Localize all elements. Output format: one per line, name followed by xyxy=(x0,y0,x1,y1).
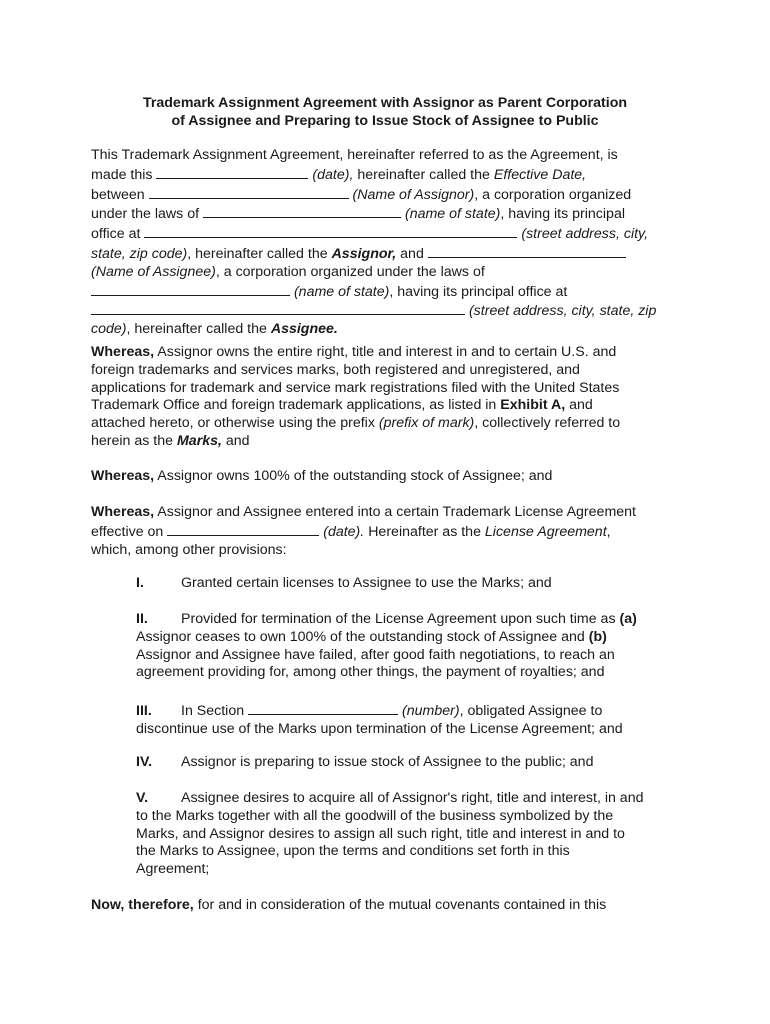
address-hint: code) xyxy=(91,321,127,338)
list-item-3 xyxy=(136,701,696,739)
item-text: discontinue use of the Marks upon termination of the License Agreement; and xyxy=(136,720,623,737)
intro-text: between xyxy=(91,186,145,203)
exhibit-a-reference: Exhibit A, xyxy=(500,397,566,414)
whereas-lead: Whereas, xyxy=(91,468,155,484)
whereas-paragraph-1 xyxy=(91,344,691,451)
date-blank[interactable] xyxy=(156,165,308,179)
marks-term: Marks, xyxy=(176,432,222,449)
assignee-name-hint: (Name of Assignee) xyxy=(91,263,216,280)
list-item-5 xyxy=(136,790,696,879)
item-text: Granted certain licenses to Assignee to use the Marks; and xyxy=(181,575,552,591)
section-number-blank[interactable] xyxy=(248,701,398,715)
item-text: to the Marks together with all the goodwill of the business symbolized by the xyxy=(136,807,614,824)
whereas-text: Assignor and Assignee entered into a certain Trademark License Agreement xyxy=(157,504,636,520)
whereas-text: , collectively referred to xyxy=(474,415,621,432)
item-marker-a: (a) xyxy=(619,611,637,627)
item-text: Assignor and Assignee have failed, after good faith negotiations, to reach an xyxy=(136,646,615,663)
whereas-text: Trademark Office and foreign trademark applications, as listed in xyxy=(91,397,497,414)
whereas-paragraph-3 xyxy=(91,504,691,559)
list-item-4 xyxy=(136,754,696,772)
whereas-text: , xyxy=(606,523,611,540)
whereas-text: which, among other provisions: xyxy=(91,541,287,558)
effective-date-term: Effective Date, xyxy=(493,166,587,183)
item-text: In Section xyxy=(181,703,245,719)
item-text: the Marks to Assignee, upon the terms and conditions set forth in this xyxy=(136,843,570,860)
intro-text: , having its principal xyxy=(500,206,625,223)
intro-text: , hereinafter called the xyxy=(187,245,328,262)
now-therefore-text: for and in consideration of the mutual covenants contained in this xyxy=(197,897,607,913)
whereas-text: and xyxy=(225,432,250,449)
now-therefore-paragraph xyxy=(91,897,691,915)
whereas-text: effective on xyxy=(91,523,164,540)
license-agreement-term: License Agreement xyxy=(484,523,607,540)
whereas-text: Assignor owns the entire right, title and interest in and to certain U.S. and xyxy=(157,344,617,360)
state-hint: (name of state) xyxy=(404,206,501,223)
intro-text: This Trademark Assignment Agreement, hereinafter referred to as the Agreement, is xyxy=(91,147,618,163)
whereas-text: foreign trademarks and services marks, both registered and unregistered, and xyxy=(91,361,580,378)
assignor-name-blank[interactable] xyxy=(149,185,349,199)
date-hint: (date). xyxy=(323,523,365,540)
whereas-text: and xyxy=(569,397,593,414)
assignor-name-hint: (Name of Assignor) xyxy=(352,186,475,203)
item-marker-b: (b) xyxy=(588,628,607,645)
assignee-term: Assignee. xyxy=(270,321,338,338)
intro-text: , hereinafter called the xyxy=(126,321,267,338)
now-therefore-lead: Now, therefore, xyxy=(91,897,194,913)
item-text: agreement providing for, among other things, the payment of royalties; and xyxy=(136,664,605,681)
title-line-2: of Assignee and Preparing to Issue Stock of Assignee to Public xyxy=(171,113,599,129)
whereas-text: herein as the xyxy=(91,432,174,449)
assignee-name-blank[interactable] xyxy=(428,244,626,258)
intro-text: made this xyxy=(91,166,153,183)
address-hint: (street address, city, xyxy=(521,226,649,243)
item-number: II. xyxy=(136,611,148,627)
item-text: Assignor ceases to own 100% of the outstanding stock of Assignee and xyxy=(136,628,585,645)
item-number: IV. xyxy=(136,754,153,770)
title-line-1: Trademark Assignment Agreement with Assignor as Parent Corporation xyxy=(142,95,628,111)
whereas-lead: Whereas, xyxy=(91,504,155,520)
item-text: Provided for termination of the License Agreement upon such time as xyxy=(181,611,616,627)
intro-text: hereinafter called the xyxy=(357,166,490,183)
whereas-text: applications for trademark and service mark registrations filed with the United States xyxy=(91,379,620,396)
item-number: I. xyxy=(136,575,144,591)
assignor-state-blank[interactable] xyxy=(203,204,401,218)
prefix-hint: (prefix of mark) xyxy=(378,415,475,432)
whereas-text: Assignor owns 100% of the outstanding stock of Assignee; and xyxy=(157,468,553,484)
number-hint: (number) xyxy=(402,703,460,719)
assignee-state-blank[interactable] xyxy=(91,282,290,296)
address-hint: (street address, city, state, zip xyxy=(468,303,657,320)
list-item-1 xyxy=(136,575,696,593)
item-number: III. xyxy=(136,703,152,719)
intro-text: , a corporation organized xyxy=(474,186,632,203)
license-date-blank[interactable] xyxy=(167,522,319,536)
intro-paragraph xyxy=(91,147,691,339)
whereas-paragraph-2 xyxy=(91,468,691,486)
item-text: , obligated Assignee to xyxy=(459,703,603,719)
intro-text: office at xyxy=(91,226,141,243)
date-hint: (date), xyxy=(312,166,354,183)
assignor-term: Assignor, xyxy=(331,245,397,262)
item-text: Agreement; xyxy=(136,861,210,878)
item-text: Assignee desires to acquire all of Assignor's right, title and interest, in and xyxy=(181,790,644,806)
list-item-2 xyxy=(136,611,696,682)
assignee-address-blank[interactable] xyxy=(91,301,465,315)
address-hint: state, zip code) xyxy=(91,245,188,262)
document-title xyxy=(0,94,770,130)
whereas-lead: Whereas, xyxy=(91,344,155,360)
whereas-text: attached hereto, or otherwise using the prefix xyxy=(91,415,375,432)
item-number: V. xyxy=(136,790,149,806)
assignor-address-blank[interactable] xyxy=(144,224,517,238)
item-text: Assignor is preparing to issue stock of Assignee to the public; and xyxy=(181,754,594,770)
intro-text: , a corporation organized under the laws of xyxy=(215,263,485,280)
intro-text: and xyxy=(400,245,424,262)
whereas-text: Hereinafter as the xyxy=(368,523,481,540)
intro-text: under the laws of xyxy=(91,206,200,223)
item-text: Marks, and Assignor desires to assign all such right, title and interest in and to xyxy=(136,825,625,842)
state-hint: (name of state) xyxy=(293,283,390,300)
intro-text: , having its principal office at xyxy=(389,283,568,300)
